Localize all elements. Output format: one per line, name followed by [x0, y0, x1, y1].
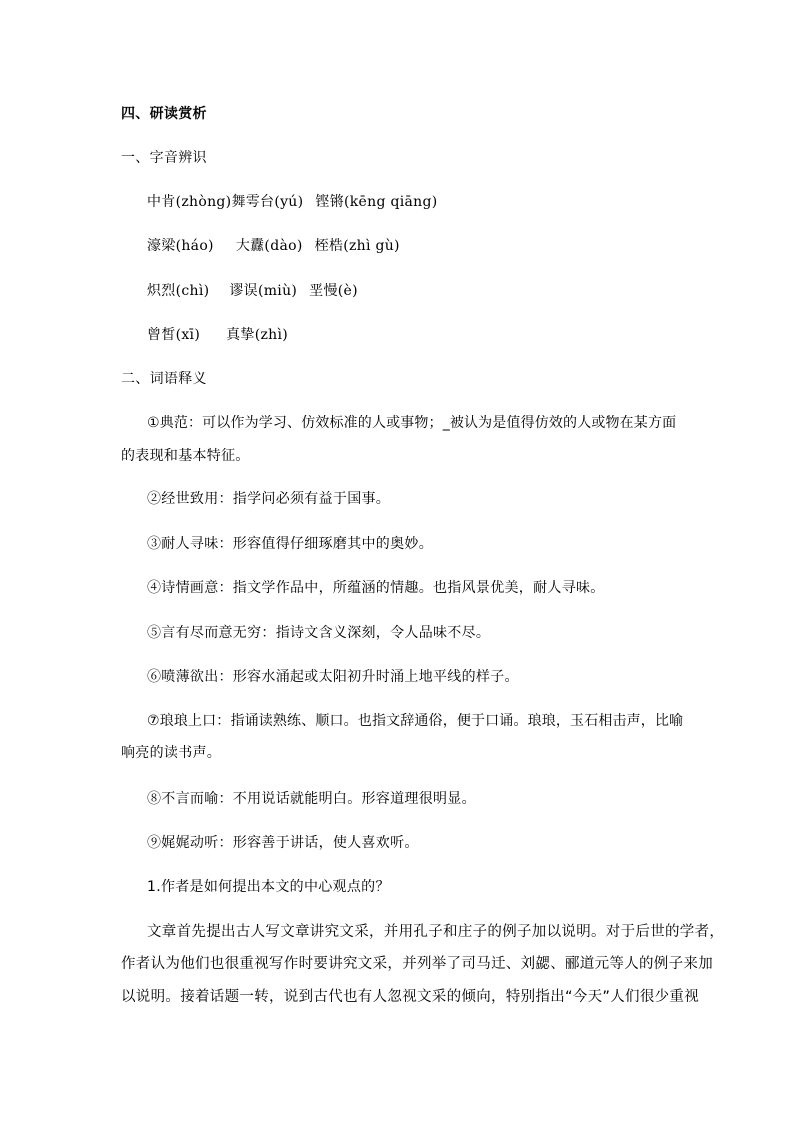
definition-7-line-1: ⑦琅琅上口：指诵读熟练、顺口。也指文辞通俗，便于口诵。琅琅，玉石相击声，比喻 — [147, 713, 684, 729]
definition-8: ⑧不言而喻：不用说话就能明白。形容道理很明显。 — [147, 791, 476, 807]
pron-item: 谬误(miù) — [229, 283, 298, 299]
definition-6: ⑥喷薄欲出：形容水涌起或太阳初升时涌上地平线的样子。 — [147, 669, 519, 685]
pron-item: 炽烈(chì) — [147, 283, 210, 299]
definition-1-line-1: ①典范：可以作为学习、仿效标准的人或事物；_被认为是值得仿效的人或物在某方面 — [147, 415, 677, 431]
pron-item: 铿锵(kēng qiāng) — [315, 194, 438, 210]
pronunciation-row-4 — [147, 325, 288, 345]
part2-heading: 二、词语释义 — [121, 371, 207, 387]
pron-item: 舞雩台(yú) — [231, 194, 304, 210]
pron-item: 濠梁(háo) — [147, 238, 214, 254]
definition-2: ②经世致用：指学问必须有益于国事。 — [147, 491, 391, 507]
definition-3: ③耐人寻味：形容值得仔细琢磨其中的奥妙。 — [147, 536, 433, 552]
pronunciation-row-1 — [147, 192, 437, 212]
pron-item: 曾皙(xī) — [147, 327, 201, 343]
definition-5: ⑤言有尽而意无穷：指诗文含义深刻，令人品味不尽。 — [147, 625, 491, 641]
section-title: 四、研读赏析 — [121, 106, 207, 122]
definition-4: ④诗情画意：指文学作品中，所蕴涵的情趣。也指风景优美，耐人寻味。 — [147, 580, 605, 596]
pron-item: 真挚(zhì) — [226, 327, 289, 343]
answer-line-2: 作者认为他们也很重视写作时要讲究文采，并列举了司马迁、刘勰、郦道元等人的例子来加 — [121, 956, 713, 972]
pronunciation-row-2 — [147, 236, 400, 256]
pron-item: 大纛(dào) — [235, 238, 303, 254]
pronunciation-row-3 — [147, 281, 358, 301]
part1-heading: 一、字音辨识 — [121, 150, 207, 166]
definition-1-line-2: 的表现和基本特征。 — [121, 448, 250, 464]
pron-item: 桎梏(zhì gù) — [314, 238, 400, 254]
pron-item: 中肯(zhòng) — [147, 194, 232, 210]
definition-9: ⑨娓娓动听：形容善于讲话，使人喜欢听。 — [147, 835, 419, 851]
answer-line-1: 文章首先提出古人写文章讲究文采，并用孔子和庄子的例子加以说明。对于后世的学者， — [147, 924, 725, 940]
question-1: 1.作者是如何提出本文的中心观点的？ — [147, 879, 390, 895]
answer-line-3: 以说明。接着话题一转，说到古代也有人忽视文采的倾向，特别指出“今天”人们很少重视 — [121, 989, 700, 1005]
definition-7-line-2: 响亮的读书声。 — [121, 745, 222, 761]
pron-item: 垩慢(è) — [309, 283, 358, 299]
